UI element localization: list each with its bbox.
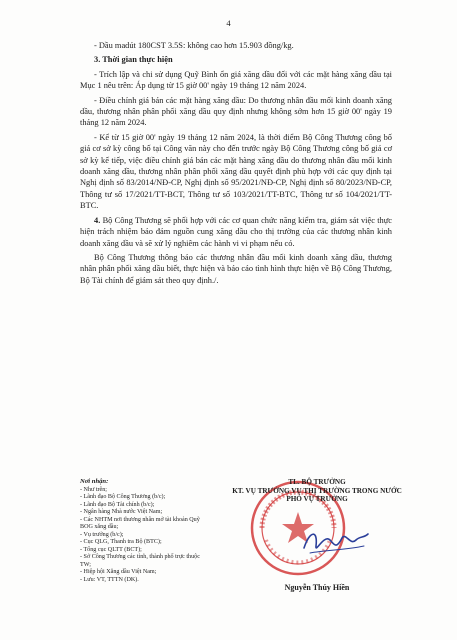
recipients-heading: Nơi nhận: [80, 478, 109, 485]
recipient-item: - Lưu: VT, TTTN (DK). [80, 576, 139, 583]
paragraph-fund-application: - Trích lập và chi sử dụng Quỹ Bình ổn giá xăng dầu đối với các mặt hàng xăng dầu tại Mục 1 nêu trên: Áp dụng từ 15 giờ 00' ngày 19 tháng 12 năm 2024. [80, 69, 392, 91]
recipient-item: - Các NHTM nơi thương nhân mở tài khoản Quỹ BOG xăng dầu; [80, 516, 200, 530]
paragraph-fuel-oil-price: - Dầu madút 180CST 3.5S: không cao hơn 15.903 đồng/kg. [94, 41, 294, 50]
section-number: 4. [94, 215, 101, 225]
recipient-item: - Như trên; [80, 486, 107, 493]
recipient-item: - Vụ trưởng (b/c); [80, 531, 124, 538]
recipient-item: - Hiệp hội Xăng dầu Việt Nam; [80, 569, 157, 575]
signatory-name: Nguyễn Thúy Hiền [284, 583, 350, 592]
heading-implementation-time: 3. Thời gian thực hiện [94, 55, 173, 65]
paragraph-base-price-period: - Kể từ 15 giờ 00' ngày 19 tháng 12 năm 2024, là thời điểm Bộ Công Thương công bố giá cơ sở kỳ công bố tại Công văn này cho đến trước ngày Bộ Công Thương công bố giá cơ sở kỳ kế tiếp, việc điều chỉnh giá bán các mặt hàng xăng dầu do thương nhân đầu mối kinh doanh xăng dầu, thương nhân phân phối xăng dầu quyết định phù hợp với các quy định tại Nghị định số 83/2014/NĐ-CP, Nghị định số 95/2021/NĐ-CP, Nghị định số 80/2023/NĐ-CP, Thông tư số 17/2021/TT-BCT, Thông tư số 103/2021/TT-BTC, Thông tư số 104/2021/TT-BTC. [80, 132, 392, 211]
recipient-item: - Cục QLG, Thanh tra Bộ (BTC); [80, 539, 162, 545]
recipient-item: - Tổng cục QLTT (BCT); [80, 546, 142, 553]
paragraph-notification: Bộ Công Thương thông báo các thương nhân đầu mối kinh doanh xăng dầu, thương nhân phân phối xăng dầu biết, thực hiện và báo cáo tình hình thực hiện về Bộ Công Thương, Bộ Tài chính để giám sát theo quy định./. [80, 252, 392, 285]
paragraph-price-adjustment: - Điều chỉnh giá bán các mặt hàng xăng dầu: Do thương nhân đầu mối kinh doanh xăng dầu, thương nhân phân phối xăng dầu quy định nhưng không sớm hơn 15 giờ 00' ngày 19 tháng 12 năm 2024. [80, 95, 392, 128]
signature-title-1: TL. BỘ TRƯỞNG [288, 478, 346, 486]
document-body [80, 40, 392, 286]
recipient-item: - Sở Công Thương các tỉnh, thành phố trực thuộc TW; [80, 554, 200, 568]
recipient-item: - Lãnh đạo Bộ Tài chính (b/c); [80, 501, 155, 508]
page-number: 4 [226, 18, 231, 28]
signature-title-3: PHÓ VỤ TRƯỞNG [286, 495, 348, 504]
signature-block [222, 478, 412, 504]
recipients-list [80, 478, 200, 584]
handwritten-signature-icon [300, 520, 370, 560]
paragraph-inspection: 4. Bộ Công Thương sẽ phối hợp với các cơ quan chức năng kiểm tra, giám sát việc thực hiện trách nhiệm bảo đảm nguồn cung xăng dầu cho thị trường của các thương nhân kinh doanh xăng dầu và sẽ xử lý nghiêm các hành vi vi phạm nếu có. [80, 215, 392, 248]
recipient-item: - Ngân hàng Nhà nước Việt Nam; [80, 509, 163, 515]
recipient-item: - Lãnh đạo Bộ Công Thương (b/c); [80, 494, 166, 500]
signature-title-2: KT. VỤ TRƯỞNG VỤ THỊ TRƯỜNG TRONG NƯỚC [232, 486, 402, 495]
